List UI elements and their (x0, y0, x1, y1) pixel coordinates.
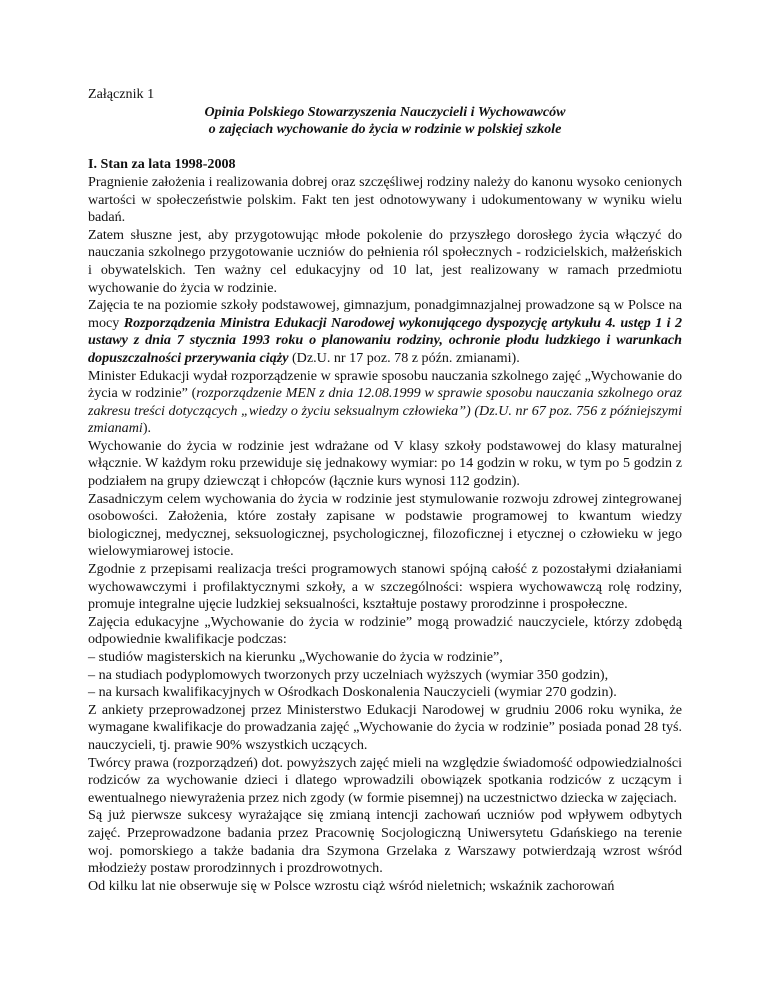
regulation-reference: Rozporządzenia Ministra Edukacji Narodowej wykonującego dyspozycję artykułu 4. ustęp 1 i 2 ustawy z dnia 7 stycznia 1993 roku o planowaniu rodziny, ochronie płodu ludzkiego i warunkach dopuszczalności przerywania ciąży (88, 314, 682, 366)
section-heading: I. Stan za lata 1998-2008 (88, 156, 236, 173)
paragraph-4-start: Minister Edukacji wydał rozporządzenie w sprawie sposobu nauczania szkolnego zajęć „Wychowanie do życia w rodzinie” ( (88, 367, 682, 402)
paragraph-10: Twórcy prawa (rozporządzeń) dot. powyższych zajęć mieli na względzie świadomość odpowiedzialności rodziców za wychowanie dzieci i dlatego wprowadzili obowiązek spotkania rodziców z uczącym i ewentualnego niewyrażenia przez nich zgody (w formie pisemnej) na uczestnictwo dziecka w zajęciach. (88, 754, 682, 806)
paragraph-12: Od kilku lat nie obserwuje się w Polsce wzrostu ciąż wśród nieletnich; wskaźnik zachorowań (88, 877, 615, 894)
list-item: – studiów magisterskich na kierunku „Wychowanie do życia w rodzinie”, (88, 649, 503, 665)
paragraph-3-end: (Dz.U. nr 17 poz. 78 z późn. zmianami). (288, 349, 520, 366)
regulation-citation: rozporządzenie MEN z dnia 12.08.1999 w sprawie sposobu nauczania szkolnego oraz zakresu treści dotyczących „wiedzy o życiu seksualnym człowieka”) (Dz.U. nr 67 poz. 756 z późniejszymi zmianami (88, 385, 682, 437)
document-page (88, 86, 682, 895)
list-item: – na kursach kwalifikacyjnych w Ośrodkach Doskonalenia Nauczycieli (wymiar 270 godzin). (88, 684, 617, 701)
paragraph-8: Zajęcia edukacyjne „Wychowanie do życia w rodzinie” mogą prowadzić nauczyciele, którzy zdobędą odpowiednie kwalifikacje podczas: (88, 613, 682, 648)
paragraph-5: Wychowanie do życia w rodzinie jest wdrażane od V klasy szkoły podstawowej do klasy maturalnej włącznie. W każdym roku przewiduje się jednakowy wymiar: po 14 godzin w roku, w tym po 5 godzin z podziałem na grupy dziewcząt i chłopców (łącznie kurs wynosi 112 godzin). (88, 437, 682, 490)
paragraph-4-end: ). (142, 420, 152, 437)
paragraph-3 (88, 297, 682, 367)
paragraph-3-start: Zajęcia te na poziomie szkoły podstawowej, gimnazjum, ponadgimnazjalnej prowadzone są w Polsce na mocy (88, 297, 682, 331)
document-title (88, 104, 682, 139)
paragraph-11: Są już pierwsze sukcesy wyrażające się zmianą intencji zachowań uczniów pod wpływem odbytych zajęć. Przeprowadzone badania przez Pracownię Socjologiczną Uniwersytetu Gdańskiego na terenie woj. pomorskiego a także badania dra Szymona Grzelaka z Warszawy potwierdzają wzrost wśród młodzieży postaw prorodzinnych i prozdrowotnych. (88, 807, 682, 877)
paragraph-7: Zgodnie z przepisami realizacja treści programowych stanowi spójną całość z pozostałymi działaniami wychowawczymi i profilaktycznymi szkoły, a w szczególności: wspiera wychowawczą rolę rodziny, promuje integralne ujęcie ludzkiej seksualności, kształtuje postawy prorodzinne i prospołeczne. (88, 561, 682, 613)
paragraph-1: Pragnienie założenia i realizowania dobrej oraz szczęśliwej rodziny należy do kanonu wysoko cenionych wartości w społeczeństwie polskim. Fakt ten jest odnotowywany i udokumentowany w wyniku wielu badań. (88, 173, 682, 226)
paragraph-6: Zasadniczym celem wychowania do życia w rodzinie jest stymulowanie rozwoju zdrowej zintegrowanej osobowości. Założenia, które zostały zapisane w podstawie programowej to kwantum wiedzy biologicznej, medycznej, seksuologicznej, psychologicznej, filozoficznej i etycznej o człowieku w jego wielowymiarowej istocie. (88, 490, 682, 560)
title-line-1: Opinia Polskiego Stowarzyszenia Nauczycieli i Wychowawców (204, 103, 566, 120)
title-line-2: o zajęciach wychowanie do życia w rodzinie w polskiej szkole (208, 121, 562, 138)
paragraph-4 (88, 368, 682, 438)
list-item: – na studiach podyplomowych tworzonych przy uczelniach wyższych (wymiar 350 godzin), (88, 666, 609, 683)
annex-label: Załącznik 1 (88, 86, 155, 102)
spacer (88, 139, 682, 157)
paragraph-9: Z ankiety przeprowadzonej przez Ministerstwo Edukacji Narodowej w grudniu 2006 roku wynika, że wymagane kwalifikacje do prowadzania zajęć „Wychowanie do życia w rodzinie” posiada ponad 28 tyś. nauczycieli, tj. prawie 90% wszystkich uczących. (88, 701, 682, 753)
paragraph-2: Zatem słuszne jest, aby przygotowując młode pokolenie do przyszłego dorosłego życia włączyć do nauczania szkolnego przygotowanie uczniów do pełnienia ról społecznych - rodzicielskich, małżeńskich i obywatelskich. Ten ważny cel edukacyjny od 10 lat, jest realizowany w ramach przedmiotu wychowanie do życia w rodzinie. (88, 226, 682, 296)
